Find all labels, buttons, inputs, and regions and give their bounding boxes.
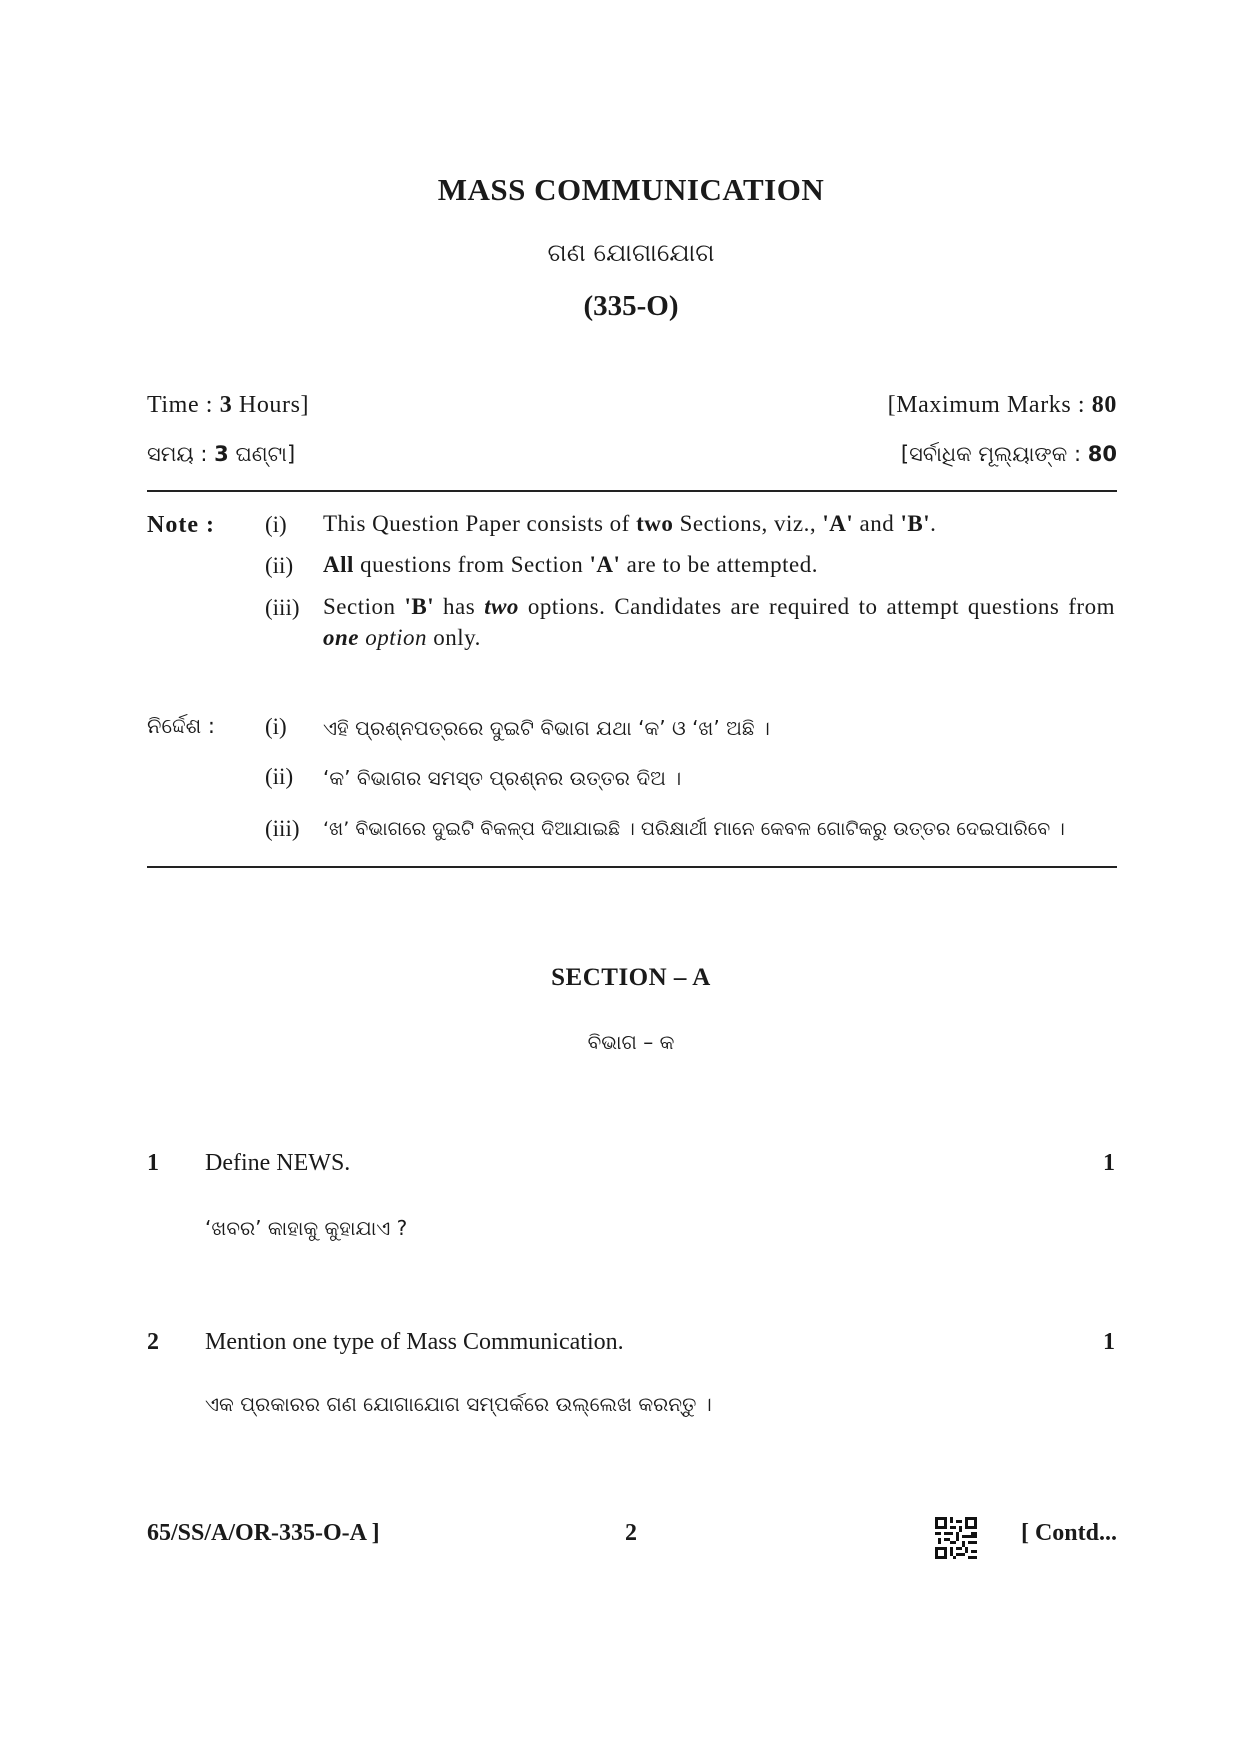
note-text: only. bbox=[427, 625, 481, 650]
note-text: has bbox=[434, 594, 485, 619]
paper-code: (335-O) bbox=[583, 290, 679, 322]
question-marks: 1 bbox=[1103, 1329, 1115, 1355]
divider-bottom bbox=[147, 866, 1117, 868]
note-label-odia: ନିର୍ଦ୍ଦେଶ : bbox=[147, 714, 215, 738]
time-label-odia: ସମୟ : bbox=[147, 442, 215, 466]
question-number: 2 bbox=[147, 1329, 159, 1355]
section-title: SECTION – A bbox=[551, 964, 711, 991]
note-item bbox=[323, 591, 1115, 653]
qr-code-icon bbox=[935, 1517, 977, 1559]
time-label: Time : bbox=[147, 392, 220, 418]
note-bold: two bbox=[636, 511, 674, 536]
question-text-odia: ଏକ ପ୍ରକାରର ଗଣ ଯୋଗାଯୋଗ ସମ୍ପର୍କରେ ଉଲ୍ଲେଖ କରନ୍ତୁ । bbox=[205, 1392, 712, 1416]
note-text: are to be attempted. bbox=[620, 552, 818, 577]
max-marks-info-odia bbox=[901, 442, 1117, 467]
note-text: Section bbox=[323, 594, 405, 619]
time-info bbox=[147, 392, 309, 419]
continued-label: [ Contd... bbox=[1020, 1520, 1117, 1546]
note-bold-italic: one bbox=[323, 625, 359, 650]
note-bold: 'B' bbox=[900, 511, 931, 536]
note-item-odia: ‘କ’ ବିଭାଗର ସମସ୍ତ ପ୍ରଶ୍ନର ଉତ୍ତର ଦିଅ । bbox=[323, 766, 682, 790]
paper-title-odia: ଗଣ ଯୋଗାଯୋଗ bbox=[547, 238, 715, 267]
note-num-odia: (i) bbox=[265, 714, 287, 739]
note-text: and bbox=[853, 511, 901, 536]
note-bold-italic: two bbox=[484, 594, 519, 619]
question-text: Define NEWS. bbox=[205, 1150, 351, 1176]
note-item bbox=[323, 508, 1115, 539]
time-info-odia bbox=[147, 442, 295, 467]
question-marks: 1 bbox=[1103, 1150, 1115, 1176]
max-marks-value: 80 bbox=[1091, 392, 1117, 418]
time-value-odia: 3 bbox=[214, 442, 229, 466]
note-bold: 'B' bbox=[404, 594, 435, 619]
paper-title: MASS COMMUNICATION bbox=[437, 172, 825, 207]
note-item-odia: ‘ଖ’ ବିଭାଗରେ ଦୁଇଟି ବିକଳ୍ପ ଦିଆଯାଇଛି । ପରିକ୍ଷାର୍ଥୀ ମାନେ କେବଳ ଗୋଟିକରୁ ଉତ୍ତର ଦେଇପାରିବେ । bbox=[323, 818, 1065, 840]
max-marks-info bbox=[888, 392, 1117, 419]
note-num: (iii) bbox=[265, 595, 300, 620]
time-unit: Hours] bbox=[232, 392, 310, 418]
note-bold: 'A' bbox=[822, 511, 854, 536]
note-num-odia: (ii) bbox=[265, 764, 294, 789]
note-num: (ii) bbox=[265, 553, 294, 578]
question-text-odia: ‘ଖବର’ କାହାକୁ କୁହାଯାଏ ? bbox=[205, 1216, 408, 1240]
note-label: Note : bbox=[147, 512, 215, 538]
note-text: . bbox=[930, 511, 937, 536]
divider-top bbox=[147, 490, 1117, 492]
note-num-odia: (iii) bbox=[265, 816, 300, 841]
page-number: 2 bbox=[625, 1520, 637, 1546]
time-unit-odia: ଘଣ୍ଟା] bbox=[228, 442, 296, 466]
note-text: Sections, viz., bbox=[673, 511, 823, 536]
note-bold: 'A' bbox=[589, 552, 621, 577]
note-bold: All bbox=[323, 552, 354, 577]
note-item bbox=[323, 549, 1115, 580]
question-number: 1 bbox=[147, 1150, 159, 1176]
note-text: options. Candidates are required to attempt questions from bbox=[518, 594, 1115, 619]
note-item-odia: ଏହି ପ୍ରଶ୍ନପତ୍ରରେ ଦୁଇଟି ବିଭାଗ ଯଥା ‘କ’ ଓ ‘ଖ’ ଅଛି । bbox=[323, 716, 770, 740]
note-italic: option bbox=[359, 625, 428, 650]
max-marks-label-odia: [ସର୍ବାଧିକ ମୂଲ୍ୟାଙ୍କ : bbox=[900, 442, 1088, 466]
max-marks-value-odia: 80 bbox=[1087, 442, 1117, 466]
note-text: questions from Section bbox=[353, 552, 590, 577]
section-title-odia: ବିଭାଗ – କ bbox=[587, 1030, 675, 1054]
max-marks-label: [Maximum Marks : bbox=[887, 392, 1092, 418]
time-value: 3 bbox=[219, 392, 233, 418]
footer-paper-code: 65/SS/A/OR-335-O-A ] bbox=[147, 1520, 380, 1546]
note-text: This Question Paper consists of bbox=[323, 511, 637, 536]
question-text: Mention one type of Mass Communication. bbox=[205, 1329, 624, 1355]
note-num: (i) bbox=[265, 512, 287, 537]
